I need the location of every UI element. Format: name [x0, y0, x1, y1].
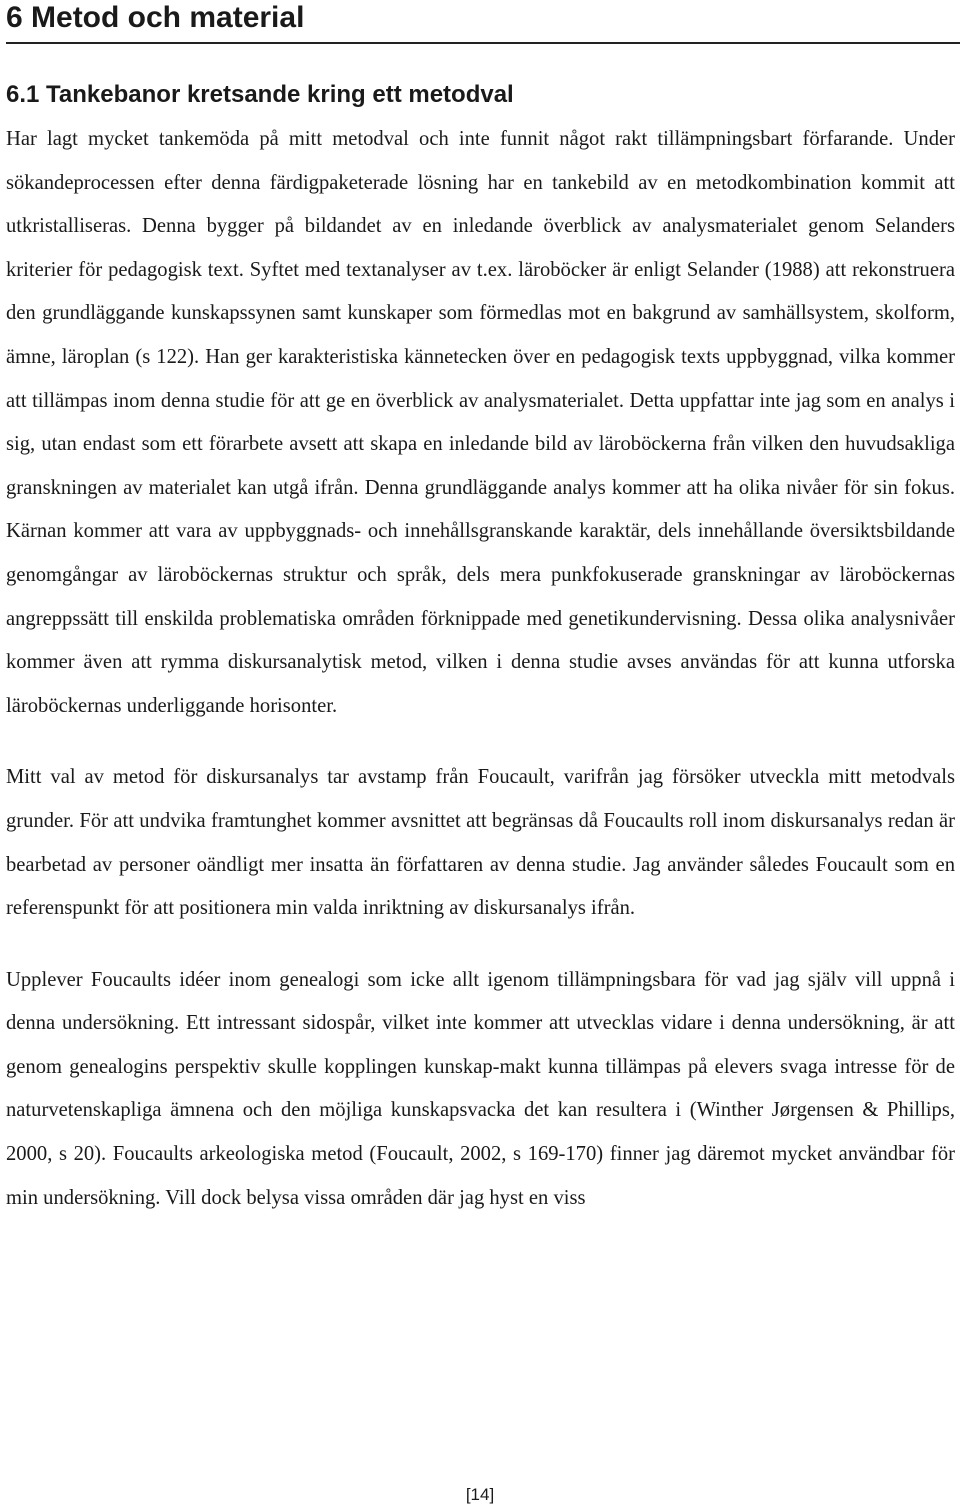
- heading-rule: [6, 42, 960, 44]
- body-paragraph-3: Upplever Foucaults idéer inom genealogi som icke allt igenom tillämpningsbara för vad jag själv vill uppnå i denna undersökning. Ett intressant sidospår, vilket inte kommer att utvecklas vidare i denna undersökning, är att genom genealogins perspektiv skulle kopplingen kunskap-makt kunna tillämpas på elevers svaga intresse för de naturvetenskapliga ämnena och den möjliga kunskapsvacka det kan resultera i (Winther Jørgensen & Phillips, 2000, s 20). Foucaults arkeologiska metod (Foucault, 2002, s 169-170) finner jag däremot mycket användbar för min undersökning. Vill dock belysa vissa områden där jag hyst en viss: [6, 968, 955, 1209]
- body-paragraph-1: Har lagt mycket tankemöda på mitt metodval och inte funnit något rakt tillämpningsbart förfarande. Under sökandeprocessen efter denna färdigpaketerade lösning har en tankebild av en metodkombination kommit att utkristalliseras. Denna bygger på bildandet av en inledande överblick av analysmaterialet genom Selanders kriterier för pedagogisk text. Syftet med textanalyser av t.ex. läroböcker är enligt Selander (1988) att rekonstruera den grundläggande kunskapssynen samt kunskaper som förmedlas mot en bakgrund av samhällsystem, skolform, ämne, läroplan (s 122). Han ger karakteristiska kännetecken över en pedagogisk texts uppbyggnad, vilka kommer att tillämpas inom denna studie för att ge en överblick av analysmaterialet. Detta uppfattar inte jag som en analys i sig, utan endast som ett förarbete avsett att skapa en inledande bild av läroböckerna från vilken den huvudsakliga granskningen av materialet kan utgå ifrån. Denna grundläggande analys kommer att ha olika nivåer för sin fokus. Kärnan kommer att vara av uppbyggnads- och innehållsgranskande karaktär, dels innehållande översiktsbildande genomgångar av läroböckernas struktur och språk, dels mera punkfokuserade granskningar av läroböckernas angreppssätt till enskilda problematiska områden förknippade med genetikundervisning. Dessa olika analysnivåer kommer även att rymma diskursanalytisk metod, vilken i denna studie avses användas för att kunna utforska läroböckernas underliggande horisonter.: [6, 128, 955, 717]
- chapter-heading: 6 Metod och material: [6, 1, 305, 34]
- document-page: [6, 0, 955, 1220]
- body-paragraph-2: Mitt val av metod för diskursanalys tar avstamp från Foucault, varifrån jag försöker utveckla mitt metodvals grunder. För att undvika framtunghet kommer avsnittet att begränsas då Foucaults roll inom diskursanalys redan är bearbetad av personer oändligt mer insatta än författaren av denna studie. Jag använder således Foucault som en referenspunkt för att positionera min valda inriktning av diskursanalys ifrån.: [6, 766, 955, 920]
- section-heading: 6.1 Tankebanor kretsande kring ett metodval: [6, 81, 514, 108]
- page-number: [14]: [465, 1485, 495, 1504]
